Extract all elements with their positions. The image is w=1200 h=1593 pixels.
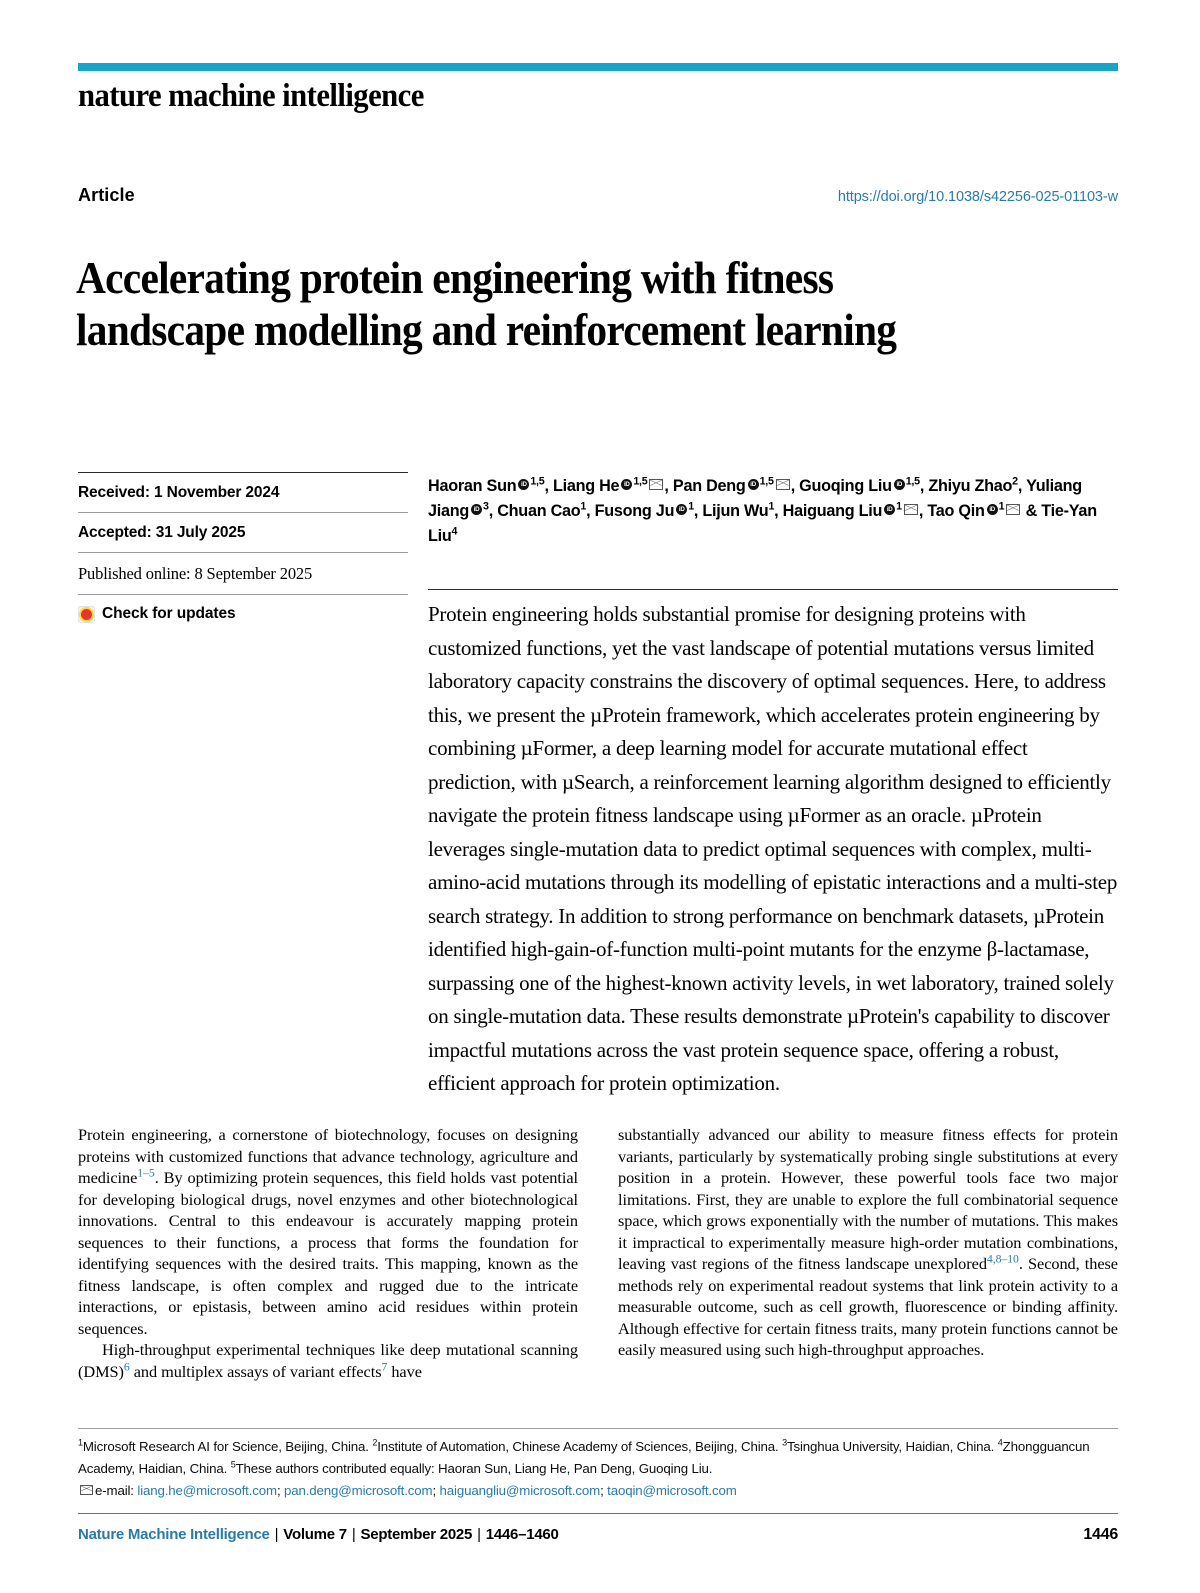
body-column-right [618,1124,1118,1382]
doi-link[interactable]: https://doi.org/10.1038/s42256-025-01103-w [837,189,1118,205]
author-affil-sup: 1,5 [530,475,545,488]
author-name: , Haiguang Liu [774,502,883,520]
author-affil-sup: 1 [688,500,694,513]
crossmark-icon [78,606,95,623]
author-affil-sup: 1 [998,500,1005,513]
corresponding-email-link[interactable]: taoqin@microsoft.com [607,1483,737,1498]
corresponding-email-link[interactable]: haiguangliu@microsoft.com [439,1483,601,1498]
affil-sup: 4 [997,1437,1003,1448]
orcid-icon[interactable] [676,504,687,515]
article-type-label: Article [78,185,135,205]
author-affil-sup: 1 [580,500,587,513]
citation-ref[interactable]: 6 [123,1360,130,1374]
email-icon[interactable] [904,504,918,515]
body-text: Protein engineering, a cornerstone of biotechnology, focuses on designing proteins with customized functions that advance technology, agriculture and medicine [78,1125,578,1187]
author-affil-sup: 1 [768,500,775,513]
email-icon[interactable] [776,479,790,490]
author-name: , Chuan Cao [488,502,581,520]
body-text: . Second, these methods rely on experimental readout systems that link protein activity to a measurable outcome, such as cell growth, fluorescence or binding affinity. Although effective for certain fitness traits, many protein functions cannot be easily measured using such high-throughput approaches. [618,1254,1118,1359]
author-affil-sup: 2 [1012,475,1018,488]
body-text: substantially advanced our ability to measure fitness effects for protein variants, particularly by systematically probing single substitutions at every position in a protein. However, these powerful tools face two major limitations. First, they are unable to explore the full combinatorial sequence space, which grows exponentially with the number of mutations. This makes it impractical to experimentally measure high-order mutation combinations, leaving vast regions of the fitness landscape unexplored [618,1125,1118,1273]
footer-separator: | [477,1526,481,1543]
author-affil-sup: 1,5 [633,475,648,488]
affiliation-text: Institute of Automation, Chinese Academy of Sciences, Beijing, China. [377,1439,783,1454]
footer-page-range: 1446–1460 [485,1526,559,1543]
orcid-icon[interactable] [748,479,759,490]
footer-date: September 2025 [360,1526,473,1543]
footer-citation [78,1526,559,1543]
body-column-left [78,1124,578,1382]
body-text: and multiplex assays of variant effects [129,1361,382,1381]
author-affil-sup: 3 [483,500,489,513]
footer-separator: | [351,1526,356,1543]
author-affil-sup: 1,5 [759,475,774,488]
abstract-divider [428,589,1118,590]
author-name: , Fusong Ju [586,502,675,520]
page-footer [78,1526,1118,1544]
orcid-icon[interactable] [884,504,895,515]
author-name: , Tao Qin [918,502,985,520]
check-for-updates-button[interactable] [78,595,408,623]
body-paragraph [618,1124,1118,1361]
email-icon[interactable] [649,479,663,490]
affil-sup: 3 [782,1437,787,1448]
affiliation-text: Tsinghua University, Haidian, China. [786,1439,998,1454]
orcid-icon[interactable] [621,479,632,490]
corresponding-email-link[interactable]: liang.he@microsoft.com [137,1483,277,1498]
affiliations-divider [78,1428,1118,1429]
citation-ref[interactable]: 4,8–10 [986,1252,1019,1266]
check-for-updates-label: Check for updates [102,605,236,622]
footer-journal-link[interactable]: Nature Machine Intelligence [78,1526,270,1543]
affiliation-text: Microsoft Research AI for Science, Beijing, China. [82,1439,373,1454]
affiliation-text: These authors contributed equally: Haoran Sun, Liang He, Pan Deng, Guoqing Liu. [235,1461,713,1476]
journal-masthead-title: nature machine intelligence [78,78,424,114]
email-icon [80,1485,93,1495]
author-name: , Yuliang Jiang [428,477,1082,520]
page-title: Accelerating protein engineering with fitness landscape modelling and reinforcement learning [76,253,897,356]
author-name: , Liang He [544,477,620,495]
footer-separator: | [274,1526,279,1543]
email-label: e-mail: [95,1483,134,1498]
affiliation-text: Zhongguancun Academy, Haidian, China. [78,1439,1090,1476]
citation-ref[interactable]: 1–5 [137,1166,155,1180]
author-name: & Tie-Yan Liu [428,502,1097,545]
affil-sup: 1 [78,1437,83,1448]
page-number: 1446 [1083,1526,1118,1543]
corresponding-email-link[interactable]: pan.deng@microsoft.com [284,1483,433,1498]
received-date: Received: 1 November 2024 [78,484,280,501]
author-affil-sup: 1,5 [905,475,920,488]
author-affil-sup: 4 [451,525,458,538]
accepted-date: Accepted: 31 July 2025 [78,524,246,541]
author-name: , Lijun Wu [693,502,769,520]
body-text: . By optimizing protein sequences, this field holds vast potential for developing biological drugs, novel enzymes and other biotechnological innovations. Central to this endeavour is accurately mapping protein sequences to their functions, a process that forms the foundation for identifying sequences with the desired traits. This mapping, known as the fitness landscape, is often complex and rugged due to the intricate interactions, or epistasis, between amino acid residues within protein sequences. [78,1168,578,1338]
published-online-date: Published online: 8 September 2025 [78,564,313,583]
body-paragraph [78,1339,578,1382]
author-name: , Zhiyu Zhao [919,477,1013,495]
orcid-icon[interactable] [518,479,529,490]
footer-volume: Volume 7 [283,1526,347,1543]
affil-sup: 5 [230,1459,236,1470]
affil-sup: 2 [372,1437,378,1448]
footer-divider [78,1513,1118,1514]
author-affil-sup: 1 [896,500,902,513]
body-text: High-throughput experimental techniques like deep mutational scanning (DMS) [78,1340,578,1381]
abstract-text: Protein engineering holds substantial promise for designing proteins with customized functions, yet the vast landscape of potential mutations versus limited laboratory capacity constrains the discovery of optimal sequences. Here, to address this, we present the µProtein framework, which accelerates protein engineering by combining µFormer, a deep learning model for accurate mutational effect prediction, with µSearch, a reinforcement learning algorithm designed to efficiently navigate the protein fitness landscape using µFormer as an oracle. µProtein leverages single-mutation data to predict optimal sequences with complex, multi-amino-acid mutations through its modelling of epistatic interactions and a multi-step search strategy. In addition to strong performance on benchmark datasets, µProtein identified high-gain-of-function multi-point mutants for the enzyme β-lactamase, surpassing one of the highest-known activity levels, in wet laboratory, trained solely on single-mutation data. These results demonstrate µProtein's capability to discover impactful mutations across the vast protein sequence space, offering a robust, efficient approach for protein optimization. [428,602,1118,1095]
author-name: Haoran Sun [428,477,517,495]
orcid-icon[interactable] [471,504,482,515]
orcid-icon[interactable] [894,479,905,490]
author-list [428,474,1118,549]
author-name: , Guoqing Liu [790,477,892,495]
affiliations-block: $^1$Microsoft Research AI for Science, Beijing, China. $^2$Institute of Automation, Chinese Academy of Sciences, Beijing, China. $^3$Tsinghua University, Haidian, China. $^4$Zhongguancun Academy, Haidian, China. $^5$These authors contributed equally: Haoran Sun, Liang He, Pan Deng, Guoqing Liu. e-mail: liang.he@microsoft.com; pan.deng@microsoft.com; haiguangliu@microsoft.com; taoqin@microsoft.com [78,1437,1090,1498]
masthead-accent-bar [78,63,1118,71]
publication-history-panel [78,472,408,623]
body-paragraph [78,1124,578,1339]
orcid-icon[interactable] [987,504,998,515]
body-columns [78,1124,1118,1382]
author-name: , Pan Deng [664,477,746,495]
email-icon[interactable] [1006,504,1020,515]
citation-ref[interactable]: 7 [381,1360,388,1374]
body-text: have [387,1361,422,1381]
